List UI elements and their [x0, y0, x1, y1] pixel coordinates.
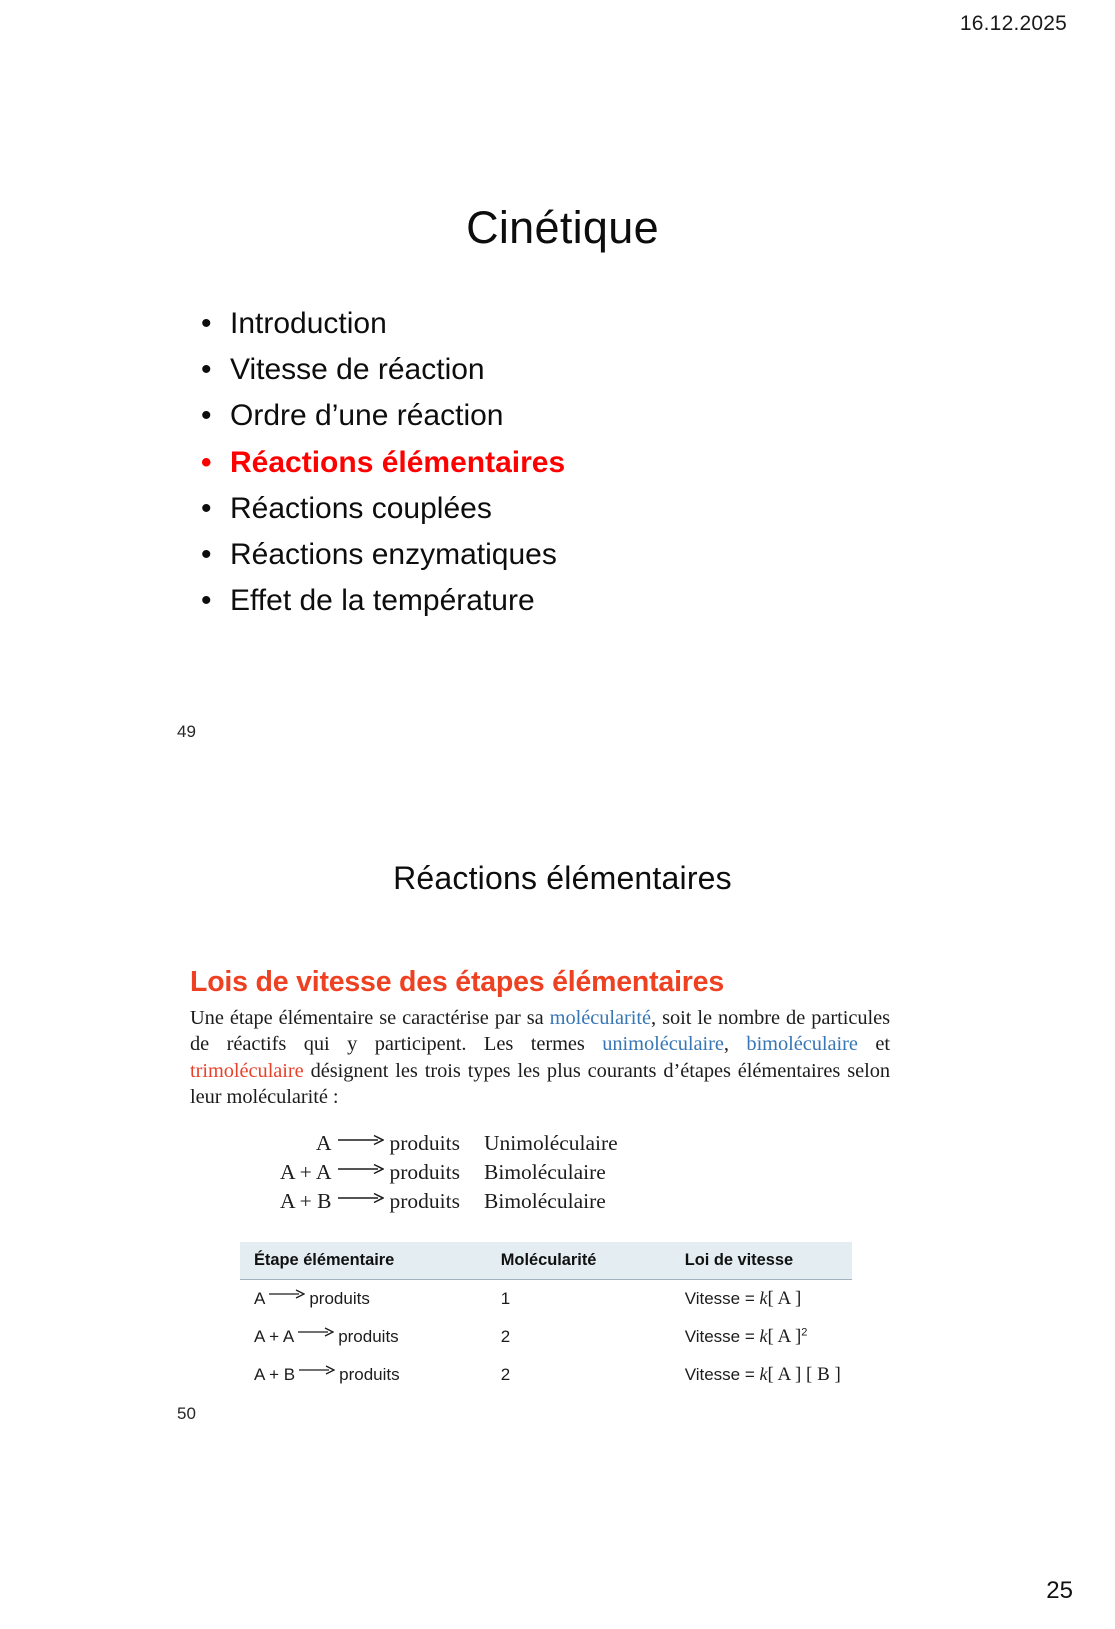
bullet-glyph-icon: •	[201, 399, 212, 433]
cell-molecularity: 1	[500, 1288, 511, 1308]
step-reactants: A	[254, 1288, 266, 1308]
list-item	[196, 532, 956, 578]
rate-prefix: Vitesse =	[684, 1364, 760, 1384]
reaction-arrow-icon	[338, 1168, 384, 1178]
reaction-arrow-icon	[298, 1331, 334, 1340]
equation-row	[190, 1187, 890, 1216]
rate-exponent: 2	[801, 1326, 808, 1339]
reaction-arrow-icon	[299, 1369, 335, 1378]
reaction-equations	[190, 1129, 890, 1216]
list-item-label: Vitesse de réaction	[230, 353, 485, 387]
table-row	[240, 1356, 852, 1394]
equation-molecularity-label: Bimoléculaire	[484, 1188, 606, 1213]
step-reactants: A + B	[254, 1364, 296, 1384]
emphasis-unimoleculaire: unimoléculaire	[602, 1033, 724, 1056]
reaction-arrow-icon	[269, 1293, 305, 1302]
rate-constant-k: k	[759, 1287, 768, 1308]
emphasis-molecularite: molécularité	[549, 1006, 651, 1029]
slide-1-bullet-list	[196, 301, 956, 624]
textbook-figure	[190, 967, 890, 1394]
list-item-label: Réactions enzymatiques	[230, 538, 557, 572]
bullet-glyph-icon: •	[201, 538, 212, 572]
step-products: produits	[338, 1326, 399, 1346]
emphasis-bimoleculaire: bimoléculaire	[746, 1033, 858, 1056]
table-row	[240, 1279, 852, 1318]
slide-1-number: 49	[177, 722, 196, 741]
list-item-label: Ordre d’une réaction	[230, 399, 504, 433]
cell-molecularity: 2	[500, 1364, 511, 1384]
equation-reactants: A + B	[279, 1188, 332, 1213]
rate-concentration-brackets: [ A ]	[767, 1325, 802, 1347]
document-date: 16.12.2025	[959, 12, 1067, 35]
cell-rate-law	[671, 1356, 852, 1394]
step-products: produits	[309, 1288, 370, 1308]
paragraph-text-part: , soit le nombre de particules de réactifs qui y participent. Les termes	[190, 1006, 891, 1056]
cell-molecularity: 2	[500, 1326, 511, 1346]
equation-expression	[190, 1129, 460, 1158]
equation-expression	[190, 1187, 460, 1216]
equation-products: produits	[389, 1188, 460, 1213]
slide-2-number: 50	[177, 1404, 196, 1423]
rate-concentration-brackets: [ A ] [ B ]	[767, 1363, 841, 1385]
slide-2	[0, 860, 1115, 1385]
rate-law-table	[240, 1242, 852, 1394]
bullet-glyph-icon: •	[201, 353, 212, 387]
cell-step	[240, 1279, 487, 1318]
paragraph-text-part: et	[857, 1033, 890, 1056]
slide-1-title: Cinétique	[466, 202, 659, 253]
paragraph-text-part: Une étape élémentaire se caractérise par sa	[190, 1006, 550, 1029]
reaction-arrow-icon	[338, 1139, 384, 1149]
bullet-glyph-icon: •	[201, 307, 212, 340]
equation-expression	[190, 1158, 460, 1187]
bullet-glyph-icon: •	[201, 445, 212, 479]
equation-molecularity-label: Bimoléculaire	[484, 1159, 606, 1184]
equation-row	[190, 1158, 890, 1187]
page-number: 25	[1046, 1577, 1073, 1604]
slide-1	[0, 202, 1115, 618]
rate-prefix: Vitesse =	[684, 1288, 760, 1308]
equation-products: produits	[389, 1130, 460, 1155]
list-item-highlighted	[196, 440, 956, 486]
step-reactants: A + A	[254, 1326, 295, 1346]
cell-step	[240, 1318, 487, 1356]
figure-heading: Lois de vitesse des étapes élémentaires	[190, 966, 724, 998]
bullet-glyph-icon: •	[201, 584, 212, 618]
table-row	[240, 1318, 852, 1356]
column-header-rate-law: Loi de vitesse	[671, 1242, 852, 1280]
equation-products: produits	[389, 1159, 460, 1184]
figure-paragraph	[190, 1005, 890, 1111]
emphasis-trimoleculaire: trimoléculaire	[190, 1059, 304, 1082]
step-products: produits	[339, 1364, 400, 1384]
reaction-arrow-icon	[338, 1197, 384, 1207]
rate-concentration-brackets: [ A ]	[767, 1287, 802, 1309]
cell-rate-law	[671, 1318, 852, 1356]
column-header-molecularity: Molécularité	[487, 1242, 671, 1280]
equation-row	[190, 1129, 890, 1158]
equation-reactants: A + A	[279, 1159, 332, 1184]
cell-rate-law	[671, 1279, 852, 1318]
equation-molecularity-label: Unimoléculaire	[484, 1130, 618, 1155]
table-header-row	[240, 1242, 852, 1280]
bullet-glyph-icon: •	[201, 491, 212, 525]
equation-reactants: A	[315, 1130, 332, 1155]
rate-constant-k: k	[759, 1363, 768, 1384]
column-header-step: Étape élémentaire	[240, 1242, 487, 1280]
rate-constant-k: k	[759, 1325, 768, 1346]
slide-2-title: Réactions élémentaires	[393, 860, 732, 896]
list-item-label: Effet de la température	[230, 584, 535, 618]
paragraph-text-part: ,	[723, 1033, 747, 1056]
list-item	[196, 578, 956, 624]
list-item-label: Réactions couplées	[230, 491, 492, 525]
list-item	[196, 393, 956, 439]
list-item	[196, 301, 956, 347]
list-item	[196, 486, 956, 532]
list-item	[196, 347, 956, 393]
list-item-label: Réactions élémentaires	[230, 445, 566, 479]
rate-prefix: Vitesse =	[684, 1326, 760, 1346]
paragraph-text-part: désignent les trois types les plus courants d’étapes élémentaires selon leur molécularité :	[190, 1059, 890, 1109]
cell-step	[240, 1356, 487, 1394]
list-item-label: Introduction	[230, 307, 387, 340]
